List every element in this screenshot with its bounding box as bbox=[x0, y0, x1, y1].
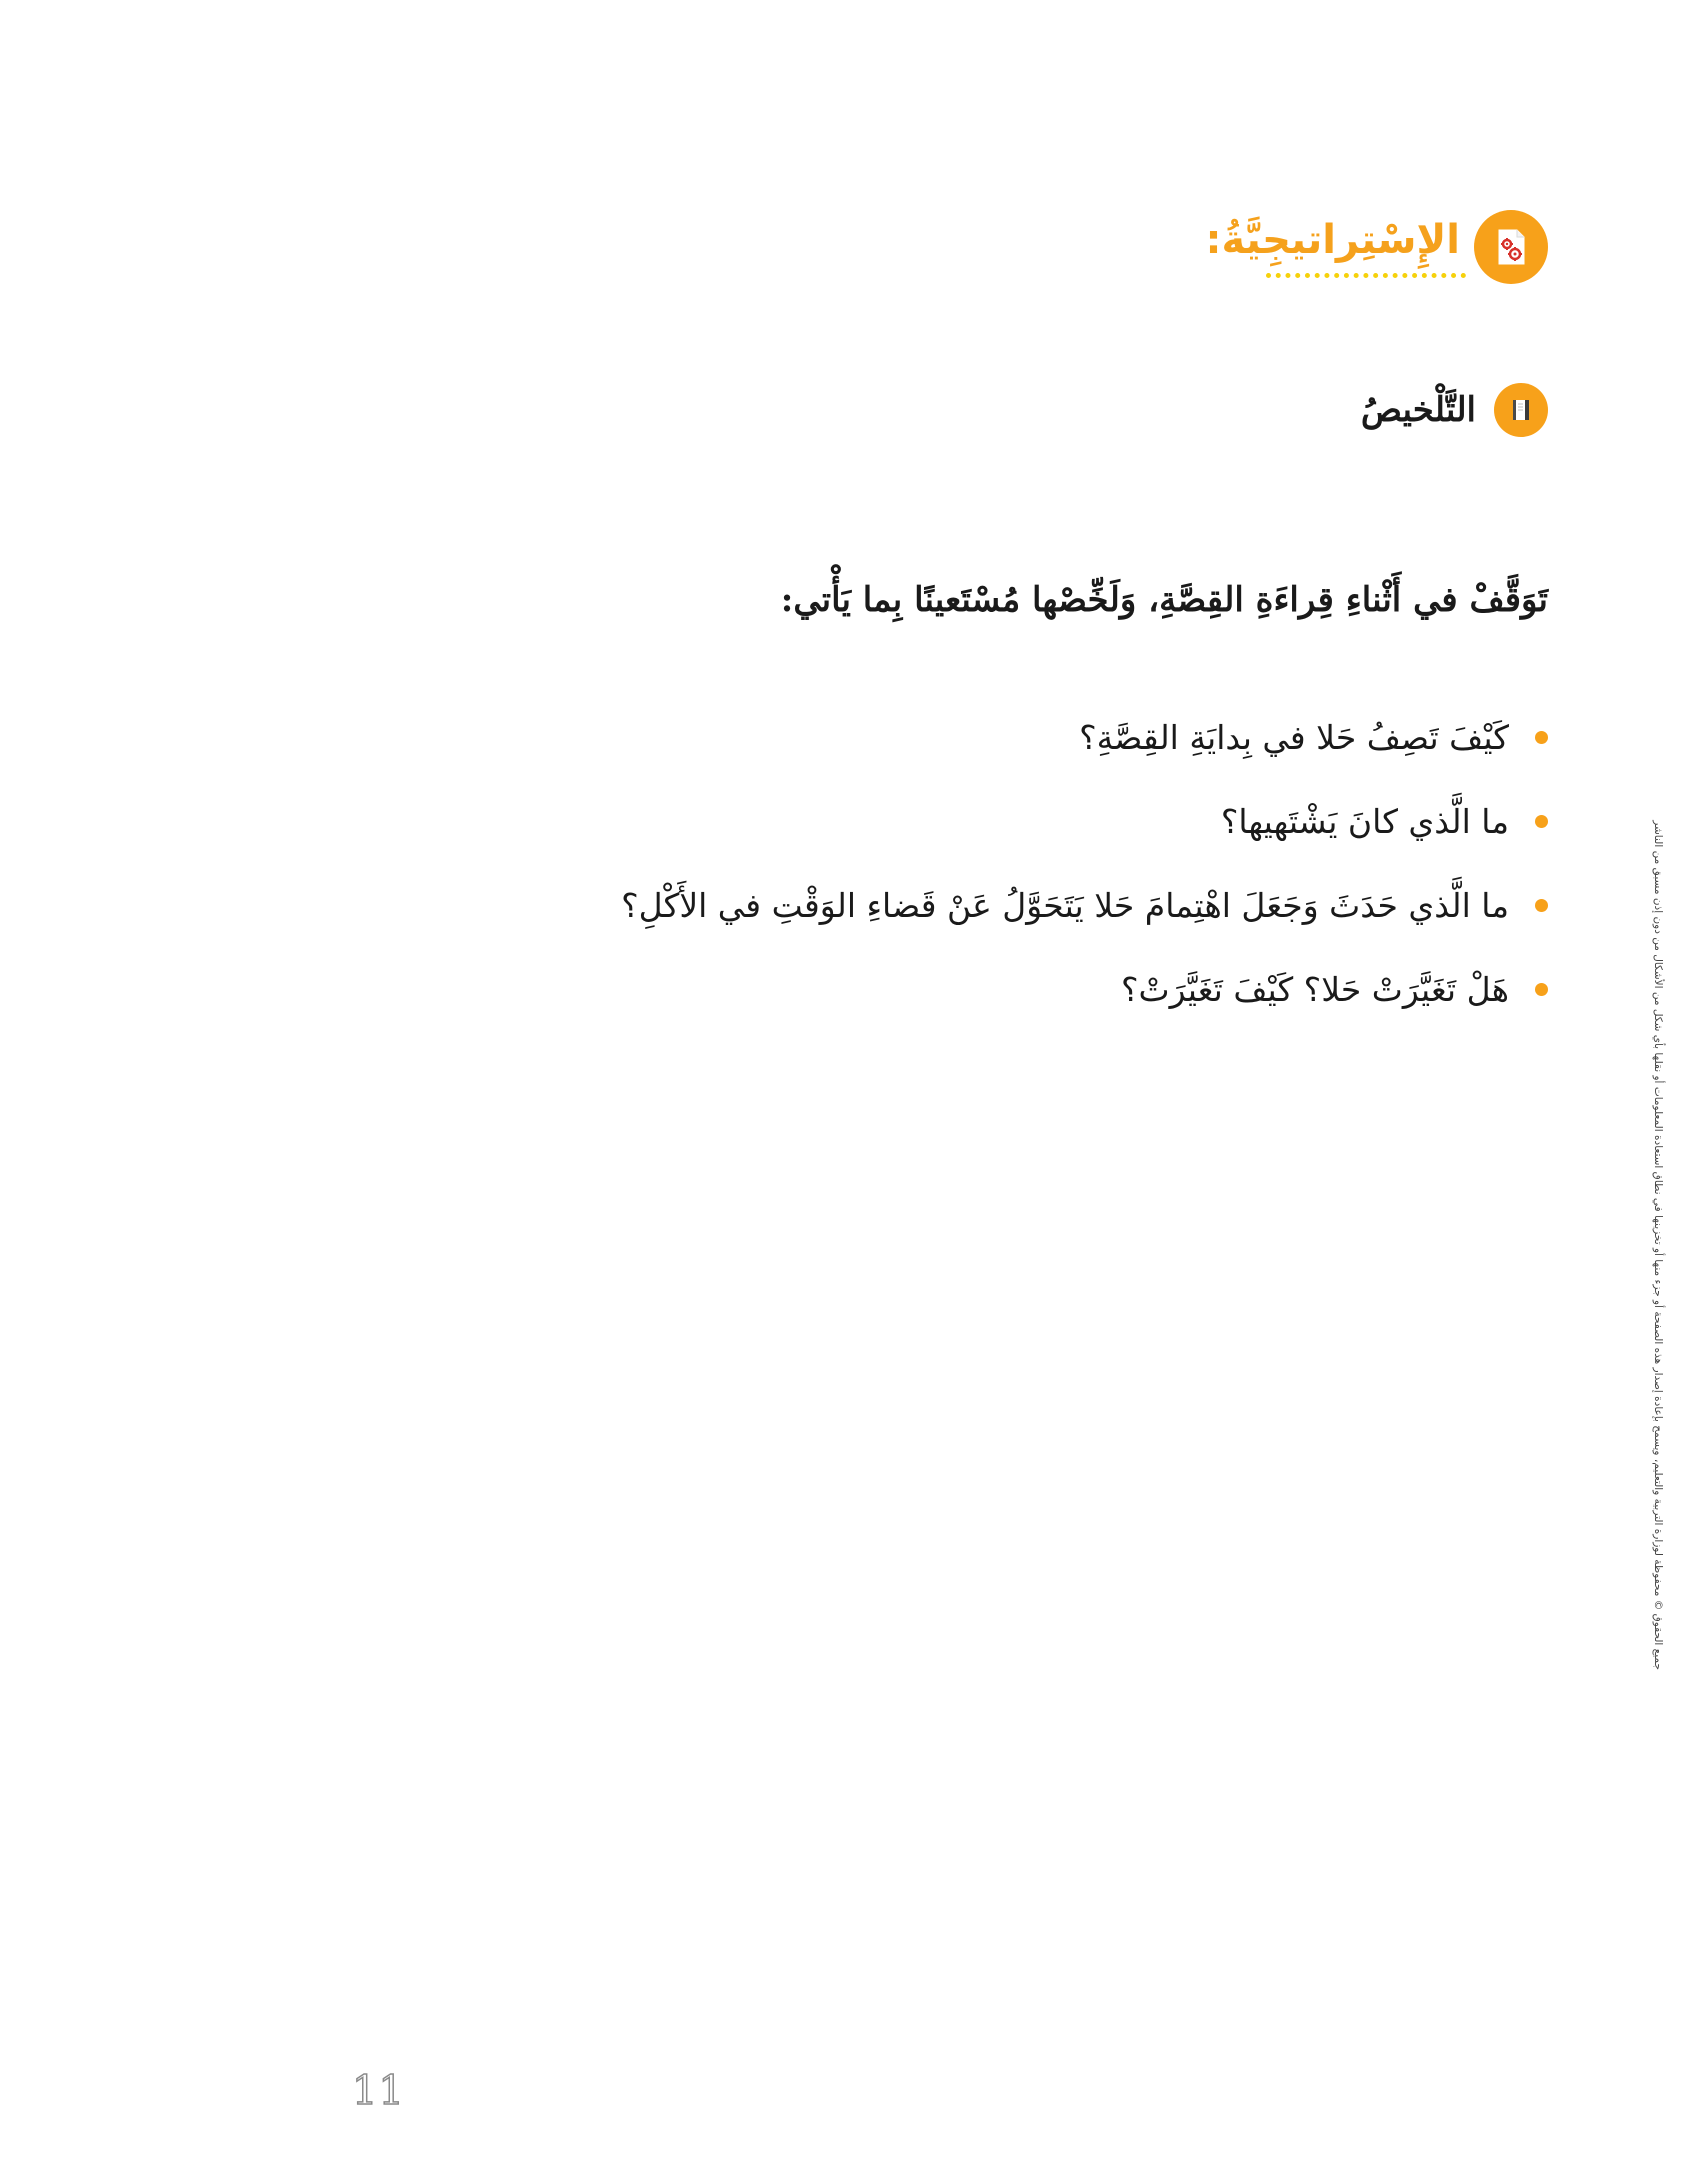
question-text: هَلْ تَغَيَّرَتْ حَلا؟ كَيْفَ تَغَيَّرَتْ؟ bbox=[1121, 969, 1509, 1009]
question-text: ما الَّذي كانَ يَشْتَهيها؟ bbox=[1220, 801, 1509, 841]
bullet-icon bbox=[1535, 983, 1548, 996]
list-item bbox=[448, 695, 1548, 779]
method-header bbox=[1361, 383, 1548, 437]
question-list bbox=[448, 695, 1548, 1031]
instruction: تَوَقَّفْ في أَثْناءِ قِراءَةِ القِصَّةِ، وَلَخِّصْها مُسْتَعينًا بِما يَأْتي: bbox=[780, 580, 1548, 620]
strategy-header bbox=[1205, 210, 1548, 284]
list-item bbox=[448, 779, 1548, 863]
book-icon bbox=[1494, 383, 1548, 437]
list-item bbox=[448, 863, 1548, 947]
bullet-icon bbox=[1535, 899, 1548, 912]
list-item bbox=[448, 947, 1548, 1031]
question-text: ما الَّذي حَدَثَ وَجَعَلَ اهْتِمامَ حَلا يَتَحَوَّلُ عَنْ قَضاءِ الوَقْتِ في الأَكْلِ؟ bbox=[621, 885, 1509, 925]
dotted-underline bbox=[1266, 273, 1466, 278]
bullet-icon bbox=[1535, 731, 1548, 744]
strategy-title: الإِسْتِراتيجِيَّةُ: bbox=[1205, 217, 1460, 263]
copyright-notice: جميع الحقوق © محفوظة لوزارة التربية والتعليم، ويسمح بإعادة إصدار هذه الصفحة أو جزء منها أو تخزينها في نطاق استعادة المعلومات أو نقلها بأي شكل من الأشكال من دون إذن مسبق من الناشر bbox=[1652, 820, 1664, 1670]
page-number: 11 bbox=[352, 2068, 405, 2114]
bullet-icon bbox=[1535, 815, 1548, 828]
question-text: كَيْفَ تَصِفُ حَلا في بِدايَةِ القِصَّةِ؟ bbox=[1079, 717, 1509, 757]
strategy-title-wrap bbox=[1205, 216, 1460, 278]
method-name: التَّلْخيصُ bbox=[1360, 390, 1476, 430]
document-gears-icon bbox=[1474, 210, 1548, 284]
